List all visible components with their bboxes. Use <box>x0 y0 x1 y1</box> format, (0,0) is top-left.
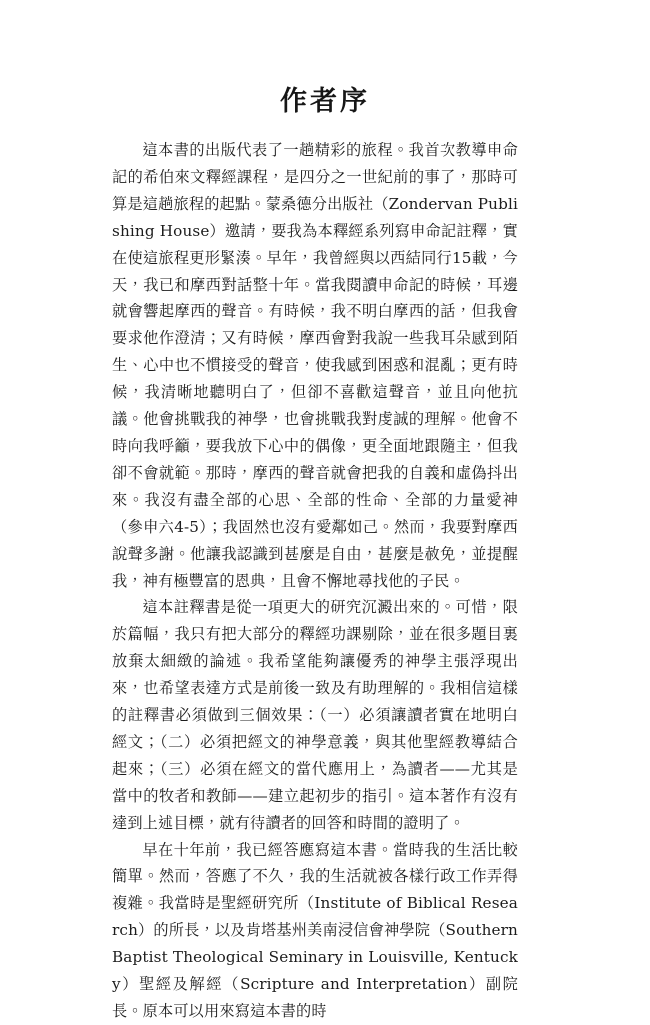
paragraph-1: 這本書的出版代表了一趟精彩的旅程。我首次教導申命記的希伯來文釋經課程，是四分之一世紀前的事了，那時可算是這趟旅程的起點。蒙桑德分出版社（Zondervan Publishing House）邀請，要我為本釋經系列寫申命記註釋，實在使這旅程更形緊湊。早年，我曾經與以西結同行15載，今天，我已和摩西對話整十年。當我閱讀申命記的時候，耳邊就會響起摩西的聲音。有時候，我不明白摩西的話，但我會要求他作澄清；又有時候，摩西會對我說一些我耳朵感到陌生、心中也不慣接受的聲音，使我感到困惑和混亂；更有時候，我清晰地聽明白了，但卻不喜歡這聲音，並且向他抗議。他會挑戰我的神學，也會挑戰我對虔誠的理解。他會不時向我呼籲，要我放下心中的偶像，更全面地跟隨主，但我卻不會就範。那時，摩西的聲音就會把我的自義和虛偽抖出來。我沒有盡全部的心思、全部的性命、全部的力量愛神（參申六4-5）；我固然也沒有愛鄰如己。然而，我要對摩西說聲多謝。他讓我認識到甚麼是自由，甚麼是赦免，並提醒我，神有極豐富的恩典，且會不懈地尋找他的子民。 <box>112 141 518 590</box>
paragraph-2: 這本註釋書是從一項更大的研究沉澱出來的。可惜，限於篇幅，我只有把大部分的釋經功課剔除，並在很多題目裏放棄太細緻的論述。我希望能夠讓優秀的神學主張浮現出來，也希望表達方式是前後一致及有助理解的。我相信這樣的註釋書必須做到三個效果：（一）必須讓讀者實在地明白經文；（二）必須把經文的神學意義，與其他聖經教導結合起來；（三）必須在經文的當代應用上，為讀者——尤其是當中的牧者和教師——建立起初步的指引。這本著作有沒有達到上述目標，就有待讀者的回答和時間的證明了。 <box>112 598 518 832</box>
page-title: 作者序 <box>280 86 370 118</box>
paragraph-3: 早在十年前，我已經答應寫這本書。當時我的生活比較簡單。然而，答應了不久，我的生活就被各樣行政工作弄得複雜。我當時是聖經研究所（Institute of Biblical Research）的所長，以及肯塔基州美南浸信會神學院（Southern Baptist Theological Seminary in Louisville, Kentucky）聖經及解經（Scripture and Interpretation）副院長。原本可以用來寫這本書的時 <box>112 840 518 1020</box>
body-text-column <box>112 137 518 1025</box>
